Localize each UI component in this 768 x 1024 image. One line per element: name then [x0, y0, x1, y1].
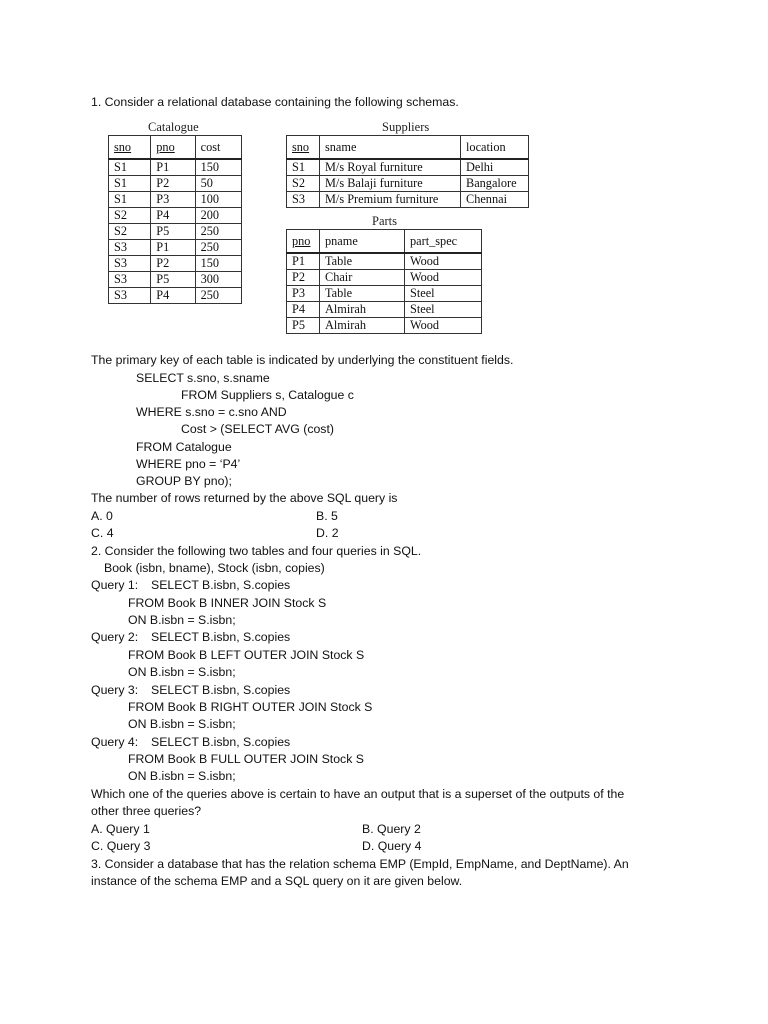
- catalogue-header-row: [109, 136, 242, 160]
- catalogue-cell: P4: [151, 208, 195, 224]
- q2-query-on: ON B.isbn = S.isbn;: [128, 769, 236, 783]
- q2-query-label: Query 3:: [91, 683, 139, 697]
- suppliers-col-sno: sno: [287, 136, 320, 160]
- catalogue-cell: 250: [195, 288, 241, 304]
- catalogue-cell: S3: [109, 256, 151, 272]
- catalogue-cell: 250: [195, 224, 241, 240]
- parts-cell: Steel: [405, 286, 482, 302]
- parts-table: [286, 229, 482, 334]
- table-row: [287, 176, 529, 192]
- q2-question-line1: Which one of the queries above is certain to have an output that is a superset of the outputs of the: [91, 787, 625, 801]
- suppliers-cell: S1: [287, 159, 320, 176]
- parts-cell: P3: [287, 286, 320, 302]
- table-row: [287, 253, 482, 270]
- q2-query-on: ON B.isbn = S.isbn;: [128, 613, 236, 627]
- parts-cell: Wood: [405, 270, 482, 286]
- catalogue-cell: 250: [195, 240, 241, 256]
- q2-query-on: ON B.isbn = S.isbn;: [128, 665, 236, 679]
- catalogue-cell: S1: [109, 176, 151, 192]
- q2-query-label: Query 2:: [91, 630, 139, 644]
- table-row: [109, 272, 242, 288]
- q1-option-b: B. 5: [316, 509, 338, 523]
- q1-sql-line: SELECT s.sno, s.sname: [136, 371, 270, 385]
- catalogue-title: Catalogue: [148, 120, 199, 134]
- table-row: [287, 159, 529, 176]
- suppliers-col-location: location: [461, 136, 529, 160]
- suppliers-cell: M/s Premium furniture: [320, 192, 461, 208]
- q1-stem: 1. Consider a relational database containing the following schemas.: [91, 95, 459, 109]
- catalogue-cell: 300: [195, 272, 241, 288]
- q2-schema: Book (isbn, bname), Stock (isbn, copies): [104, 561, 325, 575]
- catalogue-col-pno: pno: [151, 136, 195, 160]
- suppliers-col-sname: sname: [320, 136, 461, 160]
- q2-query-from: FROM Book B LEFT OUTER JOIN Stock S: [128, 648, 365, 662]
- table-row: [109, 240, 242, 256]
- catalogue-cell: 150: [195, 256, 241, 272]
- table-row: [109, 288, 242, 304]
- catalogue-cell: 100: [195, 192, 241, 208]
- parts-cell: Almirah: [320, 318, 405, 334]
- q3-stem-line2: instance of the schema EMP and a SQL query on it are given below.: [91, 874, 463, 888]
- catalogue-cell: 50: [195, 176, 241, 192]
- parts-cell: P2: [287, 270, 320, 286]
- q1-sql-line: WHERE pno = ‘P4’: [136, 457, 241, 471]
- catalogue-cell: P4: [151, 288, 195, 304]
- parts-cell: Almirah: [320, 302, 405, 318]
- catalogue-cell: P2: [151, 176, 195, 192]
- catalogue-cell: P3: [151, 192, 195, 208]
- parts-col-pno: pno: [287, 230, 320, 254]
- q1-sql-line: FROM Catalogue: [136, 440, 232, 454]
- catalogue-col-cost: cost: [195, 136, 241, 160]
- parts-cell: Chair: [320, 270, 405, 286]
- suppliers-cell: Delhi: [461, 159, 529, 176]
- q2-query-from: FROM Book B FULL OUTER JOIN Stock S: [128, 752, 364, 766]
- q1-option-d: D. 2: [316, 526, 339, 540]
- q2-option-a: A. Query 1: [91, 822, 150, 836]
- catalogue-cell: S3: [109, 272, 151, 288]
- q2-query-on: ON B.isbn = S.isbn;: [128, 717, 236, 731]
- suppliers-cell: Chennai: [461, 192, 529, 208]
- table-row: [287, 302, 482, 318]
- table-row: [109, 224, 242, 240]
- suppliers-title: Suppliers: [382, 120, 430, 134]
- parts-cell: Table: [320, 286, 405, 302]
- parts-cell: Table: [320, 253, 405, 270]
- table-row: [109, 176, 242, 192]
- suppliers-header-row: [287, 136, 529, 160]
- q1-sql-line: GROUP BY pno);: [136, 474, 232, 488]
- parts-title: Parts: [372, 214, 397, 228]
- table-row: [287, 270, 482, 286]
- q2-query-select: SELECT B.isbn, S.copies: [151, 578, 291, 592]
- parts-cell: P4: [287, 302, 320, 318]
- q1-sql-line: Cost > (SELECT AVG (cost): [181, 422, 334, 436]
- suppliers-cell: S2: [287, 176, 320, 192]
- q1-note: The primary key of each table is indicated by underlying the constituent fields.: [91, 353, 514, 367]
- catalogue-cell: S2: [109, 224, 151, 240]
- table-row: [109, 256, 242, 272]
- suppliers-cell: Bangalore: [461, 176, 529, 192]
- q1-option-c: C. 4: [91, 526, 114, 540]
- catalogue-cell: P5: [151, 272, 195, 288]
- catalogue-cell: P2: [151, 256, 195, 272]
- catalogue-cell: P1: [151, 240, 195, 256]
- catalogue-cell: S1: [109, 192, 151, 208]
- table-row: [109, 208, 242, 224]
- catalogue-cell: 200: [195, 208, 241, 224]
- catalogue-table: [108, 135, 242, 304]
- table-row: [109, 159, 242, 176]
- catalogue-cell: 150: [195, 159, 241, 176]
- q1-sql-line: FROM Suppliers s, Catalogue c: [181, 388, 354, 402]
- q2-query-label: Query 1:: [91, 578, 139, 592]
- catalogue-cell: S1: [109, 159, 151, 176]
- q2-query-select: SELECT B.isbn, S.copies: [151, 683, 291, 697]
- parts-cell: Wood: [405, 318, 482, 334]
- q2-question-line2: other three queries?: [91, 804, 202, 818]
- q2-query-select: SELECT B.isbn, S.copies: [151, 630, 291, 644]
- parts-col-part-spec: part_spec: [405, 230, 482, 254]
- catalogue-cell: P5: [151, 224, 195, 240]
- suppliers-table: [286, 135, 529, 208]
- catalogue-col-sno: sno: [109, 136, 151, 160]
- parts-header-row: [287, 230, 482, 254]
- parts-cell: P5: [287, 318, 320, 334]
- table-row: [287, 286, 482, 302]
- q1-option-a: A. 0: [91, 509, 113, 523]
- suppliers-cell: S3: [287, 192, 320, 208]
- table-row: [109, 192, 242, 208]
- q2-query-label: Query 4:: [91, 735, 139, 749]
- catalogue-cell: S3: [109, 288, 151, 304]
- catalogue-cell: S2: [109, 208, 151, 224]
- parts-cell: Wood: [405, 253, 482, 270]
- parts-col-pname: pname: [320, 230, 405, 254]
- table-row: [287, 192, 529, 208]
- parts-cell: P1: [287, 253, 320, 270]
- q2-stem: 2. Consider the following two tables and four queries in SQL.: [91, 544, 422, 558]
- catalogue-cell: S3: [109, 240, 151, 256]
- q1-sql-line: WHERE s.sno = c.sno AND: [136, 405, 287, 419]
- q2-query-select: SELECT B.isbn, S.copies: [151, 735, 291, 749]
- parts-cell: Steel: [405, 302, 482, 318]
- table-row: [287, 318, 482, 334]
- q2-query-from: FROM Book B RIGHT OUTER JOIN Stock S: [128, 700, 373, 714]
- q3-stem-line1: 3. Consider a database that has the relation schema EMP (EmpId, EmpName, and DeptName). An: [91, 857, 629, 871]
- q2-option-d: D. Query 4: [362, 839, 422, 853]
- suppliers-cell: M/s Balaji furniture: [320, 176, 461, 192]
- suppliers-cell: M/s Royal furniture: [320, 159, 461, 176]
- q2-option-c: C. Query 3: [91, 839, 151, 853]
- q1-question: The number of rows returned by the above SQL query is: [91, 491, 398, 505]
- catalogue-cell: P1: [151, 159, 195, 176]
- q2-query-from: FROM Book B INNER JOIN Stock S: [128, 596, 327, 610]
- q2-option-b: B. Query 2: [362, 822, 421, 836]
